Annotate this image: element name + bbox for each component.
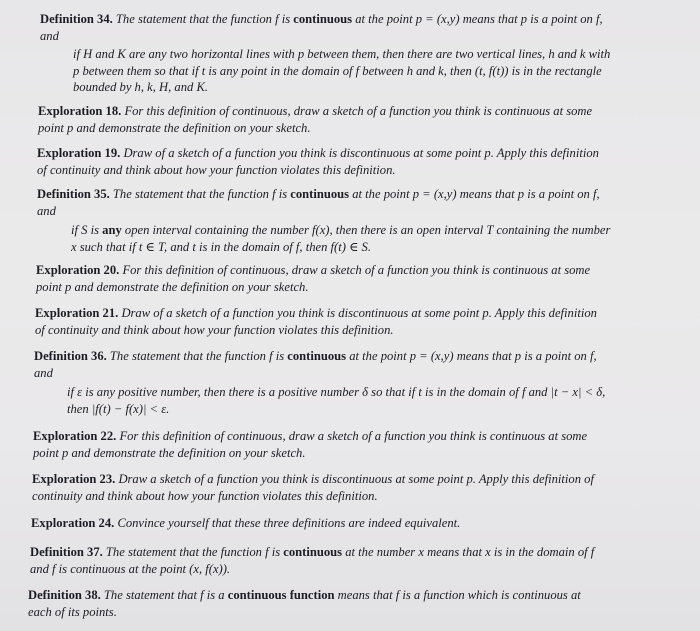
block-label: Definition 34. [40,12,113,26]
definition-35-condition: if S is any open interval containing the number f(x), then there is an open interval T containing the number x such that if t ∈ T, and t is in the domain of f, then f(t) ∈ S. [71,223,611,254]
block-label: Definition 36. [34,349,107,363]
definition-34: Definition 34. The statement that the function f is continuous at the point p = (x,y) means that p is a point on f, and [40,12,603,43]
definition-37: Definition 37. The statement that the function f is continuous at the number x means that x is in the domain of f and f is continuous at the point (x, f(x)). [30,545,595,576]
exploration-23: Exploration 23. Draw a sketch of a function you think is discontinuous at some point p. Apply this definition of continuity and think about how your function violates this definition. [32,472,594,503]
block-label: Exploration 23. [32,472,116,486]
keyword-continuous-function: continuous function [227,588,335,602]
definition-35: Definition 35. The statement that the function f is continuous at the point p = (x,y) means that p is a point on f, and [37,187,600,218]
exploration-24: Exploration 24. Convince yourself that these three definitions are indeed equivalent. [31,516,461,530]
definition-36-condition: if ε is any positive number, then there is a positive number δ so that if t is in the domain of f and |t − x| < δ, then |f(t) − f(x)| < ε. [67,385,606,416]
definition-36: Definition 36. The statement that the function f is continuous at the point p = (x,y) means that p is a point on f, and [34,349,597,380]
block-label: Definition 37. [30,545,103,559]
block-label: Definition 35. [37,187,110,201]
keyword-continuous: continuous [287,349,347,363]
definition-34-condition: if H and K are any two horizontal lines with p between them, then there are two vertical lines, h and k with p between them so that if t is any point in the domain of f between h and k, then (t, f(t)) is in the rectangle bounded by h, k, H, and K. [73,47,611,94]
exploration-22: Exploration 22. For this definition of continuous, draw a sketch of a function you think is continuous at some point p and demonstrate the definition on your sketch. [33,429,588,460]
block-label: Exploration 24. [31,516,115,530]
block-label: Exploration 21. [35,306,119,320]
keyword-any: any [102,223,122,237]
block-label: Exploration 19. [37,146,121,160]
definition-38: Definition 38. The statement that f is a continuous function means that f is a function which is continuous at each of its points. [28,588,581,619]
keyword-continuous: continuous [290,187,350,201]
exploration-19: Exploration 19. Draw of a sketch of a function you think is discontinuous at some point p. Apply this definition of continuity and think about how your function violates this definition. [37,146,599,177]
exploration-21: Exploration 21. Draw of a sketch of a function you think is discontinuous at some point p. Apply this definition of continuity and think about how your function violates this definition. [35,306,597,337]
exploration-20: Exploration 20. For this definition of continuous, draw a sketch of a function you think is continuous at some point p and demonstrate the definition on your sketch. [36,263,591,294]
exploration-18: Exploration 18. For this definition of continuous, draw a sketch of a function you think is continuous at some point p and demonstrate the definition on your sketch. [38,104,593,135]
block-label: Exploration 22. [33,429,117,443]
block-label: Exploration 20. [36,263,120,277]
keyword-continuous: continuous [283,545,343,559]
keyword-continuous: continuous [293,12,353,26]
block-label: Definition 38. [28,588,101,602]
block-label: Exploration 18. [38,104,122,118]
